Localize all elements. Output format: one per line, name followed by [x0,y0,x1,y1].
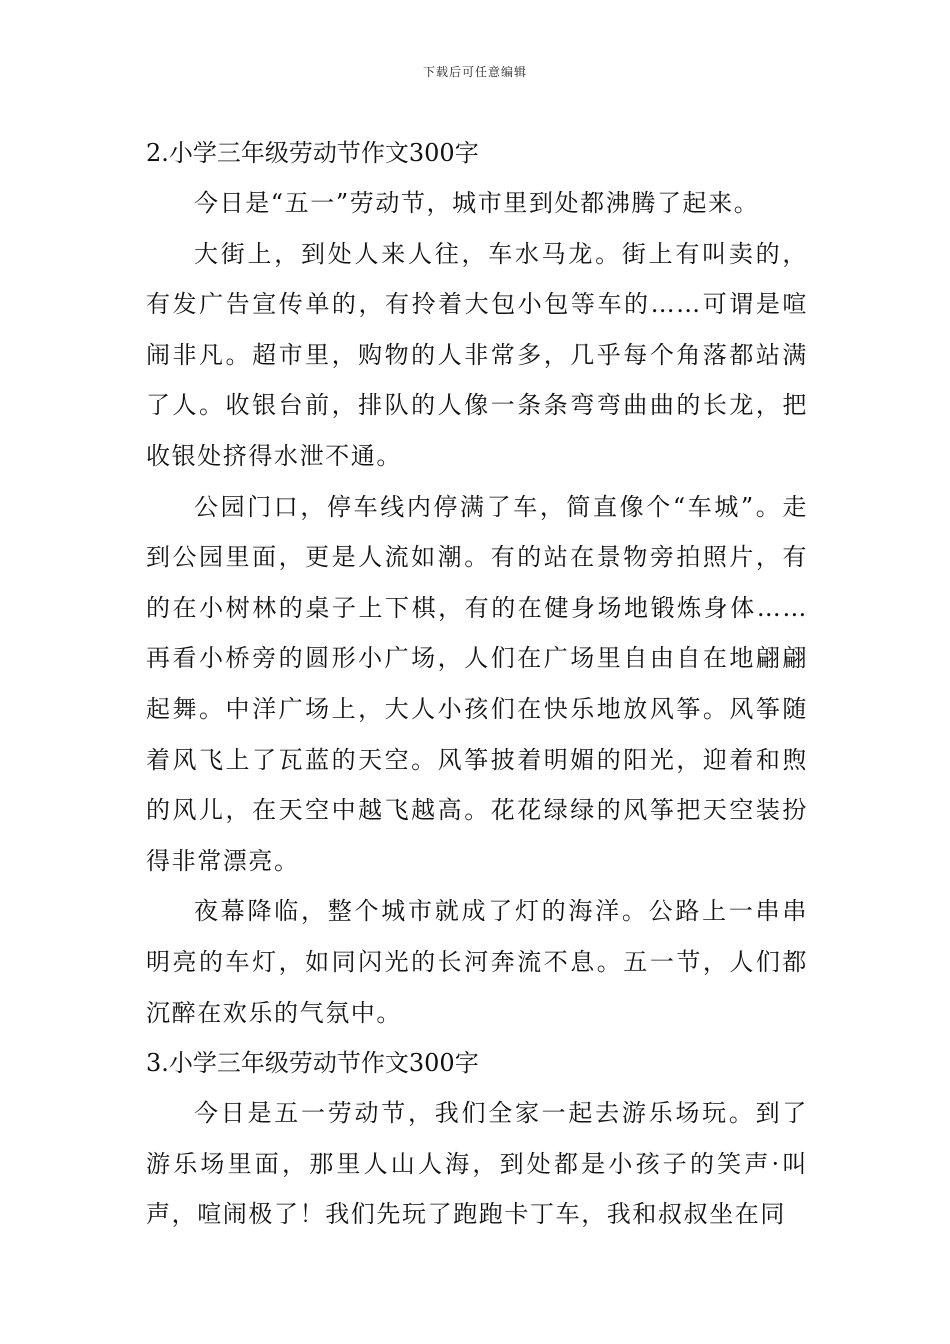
section-2 [146,128,808,1038]
section-3 [146,1038,808,1240]
paragraph: 今日是“五一”劳动节，城市里到处都沸腾了起来。 [194,189,760,217]
paragraph: 今日是五一劳动节，我们全家一起去游乐场玩。到了游乐场里面，那里人山人海，到处都是小孩子的笑声·叫声，喧闹极了！我们先玩了跑跑卡丁车，我和叔叔坐在同 [146,1099,808,1229]
section-heading: 3.小学三年级劳动节作文300字 [146,1049,479,1078]
section-heading: 2.小学三年级劳动节作文300字 [146,139,479,167]
paragraph: 大街上，到处人来人往，车水马龙。街上有叫卖的，有发广告宣传单的，有拎着大包小包等车的……可谓是喧闹非凡。超市里，购物的人非常多，几乎每个角落都站满了人。收银台前，排队的人像一条条弯弯曲曲的长龙，把收银处挤得水泄不通。 [146,239,808,470]
paragraph: 夜幕降临，整个城市就成了灯的海洋。公路上一串串明亮的车灯，如同闪光的长河奔流不息。五一节，人们都沉醉在欢乐的气氛中。 [146,897,808,1027]
page-header-note: 下载后可任意编辑 [422,65,527,79]
paragraph: 公园门口，停车线内停满了车，简直像个“车城”。走到公园里面，更是人流如潮。有的站在景物旁拍照片，有的在小树林的桌子上下棋，有的在健身场地锻炼身体……再看小桥旁的圆形小广场，人们在广场里自由自在地翩翩起舞。中洋广场上，大人小孩们在快乐地放风筝。风筝随着风飞上了瓦蓝的天空。风筝披着明媚的阳光，迎着和煦的风儿，在天空中越飞越高。花花绿绿的风筝把天空装扮得非常漂亮。 [146,492,808,875]
document-body [146,128,808,1240]
